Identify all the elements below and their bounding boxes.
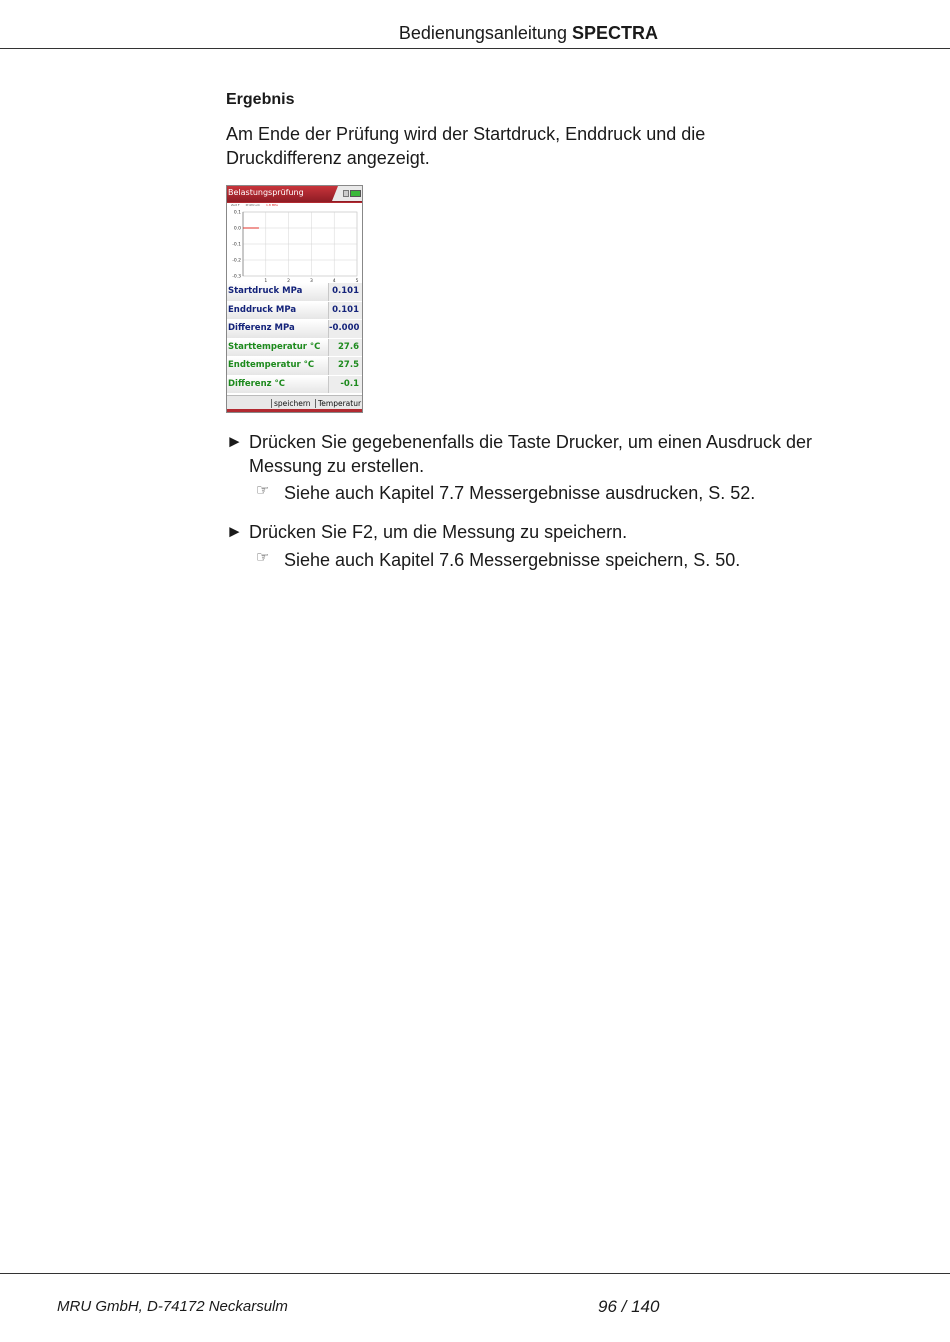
footer-divider bbox=[0, 1273, 950, 1274]
step-arrow-icon: ► bbox=[226, 432, 243, 451]
y-tick-label: 0.1 bbox=[233, 210, 241, 216]
x-tick-label: 1 bbox=[264, 279, 268, 283]
step-text: Drücken Sie F2, um die Messung zu speichern. bbox=[249, 522, 628, 542]
row-value: -0.000 bbox=[328, 320, 362, 338]
row-value: 27.5 bbox=[328, 357, 362, 375]
softkey-bar-accent bbox=[227, 409, 362, 412]
row-label: Differenz °C bbox=[228, 378, 286, 389]
row-label: Enddruck MPa bbox=[228, 304, 297, 315]
legend-item-pressure: Prüfdruck bbox=[245, 203, 260, 207]
row-value: 0.101 bbox=[328, 283, 362, 301]
row-value: 27.6 bbox=[328, 339, 362, 357]
device-titlebar bbox=[227, 186, 362, 202]
page-number: 96 / 140 bbox=[598, 1297, 660, 1316]
pressure-chart bbox=[227, 205, 362, 283]
row-value: 0.101 bbox=[328, 302, 362, 320]
x-tick-label: 2 bbox=[287, 279, 291, 283]
row-label: Differenz MPa bbox=[228, 323, 295, 333]
row-label: Startdruck MPa bbox=[228, 286, 303, 296]
header-divider bbox=[0, 48, 950, 49]
step-text: Drücken Sie gegebenenfalls die Taste Drucker, um einen Ausdruck der Messung zu erstellen. bbox=[249, 432, 812, 476]
footer-company: MRU GmbH, D-74172 Neckarsulm bbox=[57, 1298, 288, 1315]
document-header-title bbox=[399, 23, 658, 44]
device-softkey-bar bbox=[227, 395, 362, 412]
header-title-regular: Bedienungsanleitung bbox=[398, 23, 567, 43]
y-tick-label: 0.0 bbox=[233, 226, 241, 232]
row-label: Starttemperatur °C bbox=[228, 341, 321, 352]
pointing-hand-icon: ☞ bbox=[256, 549, 270, 566]
x-tick-label: 4 bbox=[332, 279, 336, 283]
intro-paragraph: Am Ende der Prüfung wird der Startdruck, Enddruck und die Druckdifferenz angezeigt. bbox=[226, 124, 706, 168]
device-screenshot bbox=[226, 185, 363, 413]
softkey-temperature-button[interactable]: Temperatur bbox=[315, 399, 363, 408]
result-rows bbox=[227, 283, 362, 394]
section-heading: Ergebnis bbox=[226, 91, 295, 108]
softkey-save-button[interactable]: speichern bbox=[271, 399, 313, 408]
cross-reference-text: Siehe auch Kapitel 7.7 Messergebnisse ausdrucken, S. 52. bbox=[284, 483, 756, 503]
y-tick-label: -0.3 bbox=[232, 274, 241, 280]
row-end-temperature bbox=[227, 357, 362, 376]
x-tick-label: 5 bbox=[355, 279, 359, 283]
header-title-product: SPECTRA bbox=[571, 23, 658, 43]
y-tick-label: -0.1 bbox=[232, 242, 241, 248]
device-title: Belastungsprüfung bbox=[228, 188, 304, 197]
y-tick-label: -0.2 bbox=[232, 258, 241, 264]
row-temperature-difference bbox=[227, 376, 362, 395]
legend-item-test-pressure: 1.8 MPa bbox=[265, 203, 278, 207]
legend-item-time: Zeit F bbox=[231, 203, 240, 207]
row-value: -0.1 bbox=[328, 376, 362, 394]
cross-reference-text: Siehe auch Kapitel 7.6 Messergebnisse speichern, S. 50. bbox=[284, 550, 741, 570]
row-end-pressure bbox=[227, 302, 362, 321]
pointing-hand-icon: ☞ bbox=[256, 482, 270, 499]
row-label: Endtemperatur °C bbox=[228, 360, 315, 370]
lock-icon bbox=[343, 190, 349, 197]
row-start-temperature bbox=[227, 339, 362, 358]
device-status-tab bbox=[332, 186, 362, 201]
battery-icon bbox=[350, 190, 361, 197]
x-tick-label: 3 bbox=[309, 279, 313, 283]
row-pressure-difference bbox=[227, 320, 362, 339]
step-arrow-icon: ► bbox=[226, 522, 243, 541]
row-start-pressure bbox=[227, 283, 362, 302]
